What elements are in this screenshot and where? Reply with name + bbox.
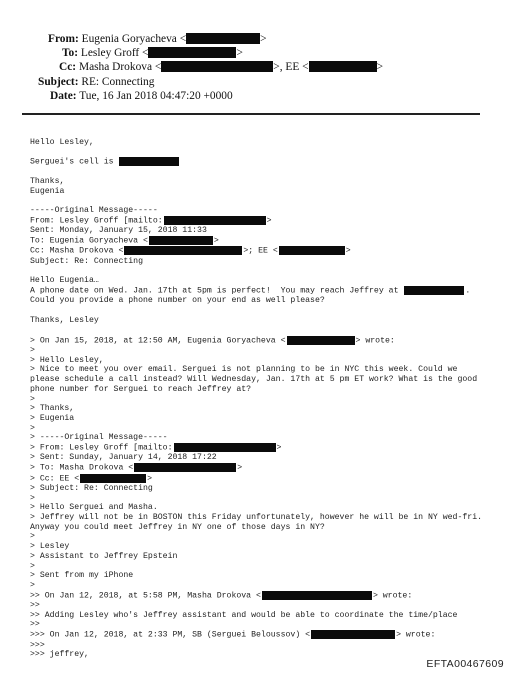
quote-line: > Jeffrey will not be in BOSTON this Friday unfortunately, however he will be in NY wed-fri. bbox=[30, 513, 483, 523]
body-line: Hello Lesley, bbox=[30, 137, 94, 147]
quote-line: > Lesley bbox=[30, 542, 70, 552]
quote-line: > Sent from my iPhone bbox=[30, 571, 134, 581]
date-label: Date: bbox=[50, 90, 77, 102]
quote-line: >>> bbox=[30, 640, 45, 650]
body-line: Subject: Re: Connecting bbox=[30, 256, 144, 266]
quote-line: > Assistant to Jeffrey Epstein bbox=[30, 551, 178, 561]
body-line: Hello Eugenia… bbox=[30, 276, 99, 286]
from-label: From: bbox=[48, 33, 79, 45]
to-label: To: bbox=[62, 47, 79, 59]
redaction-box bbox=[124, 246, 242, 255]
date-value: Tue, 16 Jan 2018 04:47:20 +0000 bbox=[79, 90, 233, 102]
quote-line: > bbox=[30, 394, 35, 404]
quote-line: > Hello Serguei and Masha. bbox=[30, 503, 158, 513]
quote-line: > bbox=[30, 561, 35, 571]
quote-line: >>> On Jan 12, 2018, at 2:33 PM, SB (Serguei Beloussov) < > wrote: bbox=[30, 630, 436, 640]
bracket: > bbox=[236, 47, 243, 59]
to-value: Lesley Groff < bbox=[80, 47, 149, 59]
body-line: Eugenia bbox=[30, 186, 65, 196]
quote-line: > Sent: Sunday, January 14, 2018 17:22 bbox=[30, 453, 217, 463]
cc-mid: >, EE < bbox=[273, 61, 309, 73]
redaction-box bbox=[186, 33, 260, 44]
quote-line: please schedule a call instead? Will Wednesday, Jan. 17th at 5 pm ET work? What is the good bbox=[30, 375, 478, 385]
body-line: Thanks, Lesley bbox=[30, 315, 99, 325]
subject-line bbox=[38, 76, 154, 88]
redaction-box bbox=[311, 630, 395, 639]
body-line: -----Original Message----- bbox=[30, 206, 158, 216]
quote-line: > bbox=[30, 423, 35, 433]
bracket: > bbox=[376, 61, 384, 73]
quote-line: >> On Jan 12, 2018, at 5:58 PM, Masha Drokova < > wrote: bbox=[30, 591, 413, 601]
quote-line: > Eugenia bbox=[30, 414, 75, 423]
body-line: To: Eugenia Goryacheva < > bbox=[30, 236, 219, 246]
body-line: Thanks, bbox=[30, 177, 65, 187]
redaction-box bbox=[262, 591, 372, 600]
quote-line: phone number for Serguei to reach Jeffrey at? bbox=[30, 384, 252, 394]
quote-line: > Nice to meet you over email. Serguei is not planning to be in NYC this week. Could we bbox=[30, 365, 458, 375]
quote-line: > Subject: Re: Connecting bbox=[30, 483, 153, 493]
email-body-quoted bbox=[30, 326, 482, 670]
redaction-box bbox=[134, 463, 236, 472]
body-line: From: Lesley Groff [mailto: > bbox=[30, 216, 272, 226]
redaction-box bbox=[404, 286, 464, 295]
redaction-box bbox=[80, 474, 146, 483]
cc-value: Masha Drokova < bbox=[78, 61, 162, 73]
from-line bbox=[48, 33, 267, 45]
bracket: > bbox=[260, 33, 267, 45]
document-id: EFTA00467609 bbox=[426, 658, 504, 670]
cc-line bbox=[59, 61, 383, 73]
quote-line: > To: Masha Drokova < > bbox=[30, 463, 243, 473]
quote-line: > -----Original Message----- bbox=[30, 433, 168, 443]
quote-line: > Thanks, bbox=[30, 404, 75, 414]
quote-line: >> Adding Lesley who's Jeffrey assistant and would be able to coordinate the time/place bbox=[30, 610, 458, 620]
from-value: Eugenia Goryacheva < bbox=[81, 33, 187, 45]
quote-line: >> bbox=[30, 601, 40, 611]
quote-line: > bbox=[30, 493, 35, 503]
subject-value: RE: Connecting bbox=[81, 76, 155, 88]
quote-line: > On Jan 15, 2018, at 12:50 AM, Eugenia Goryacheva < > wrote: bbox=[30, 336, 395, 346]
subject-label: Subject: bbox=[38, 76, 79, 88]
quote-line: > Hello Lesley, bbox=[30, 355, 104, 365]
body-line: Sent: Monday, January 15, 2018 11:33 bbox=[30, 226, 207, 236]
cc-label: Cc: bbox=[59, 61, 77, 73]
redaction-box bbox=[149, 236, 213, 245]
to-line bbox=[62, 47, 243, 59]
redaction-box bbox=[161, 61, 273, 72]
redaction-box bbox=[148, 47, 236, 58]
body-line: Serguei's cell is bbox=[30, 157, 470, 167]
quote-line: > Cc: EE < > bbox=[30, 474, 153, 484]
header-divider bbox=[22, 113, 480, 115]
quote-line: > bbox=[30, 580, 35, 590]
body-line: Could you provide a phone number on your end as well please? bbox=[30, 296, 325, 306]
body-line: A phone date on Wed. Jan. 17th at 5pm is perfect! You may reach Jeffrey at . bbox=[30, 286, 471, 296]
date-line bbox=[50, 90, 233, 102]
redaction-box bbox=[287, 336, 355, 345]
body-line: Cc: Masha Drokova < >; EE < > bbox=[30, 247, 351, 257]
redaction-box bbox=[164, 216, 266, 225]
quote-line: > From: Lesley Groff [mailto: > bbox=[30, 443, 282, 453]
redaction-box bbox=[119, 157, 179, 166]
quote-line: > bbox=[30, 532, 35, 542]
quote-line: > bbox=[30, 346, 35, 356]
quote-line: Anyway you could meet Jeffrey in NY one of those days in NY? bbox=[30, 522, 325, 532]
quote-line: >>> jeffrey, bbox=[30, 650, 89, 660]
redaction-box bbox=[279, 246, 345, 255]
redaction-box bbox=[309, 61, 377, 72]
redaction-box bbox=[174, 443, 276, 452]
quote-line: >> bbox=[30, 620, 40, 630]
email-body-top bbox=[30, 128, 470, 335]
